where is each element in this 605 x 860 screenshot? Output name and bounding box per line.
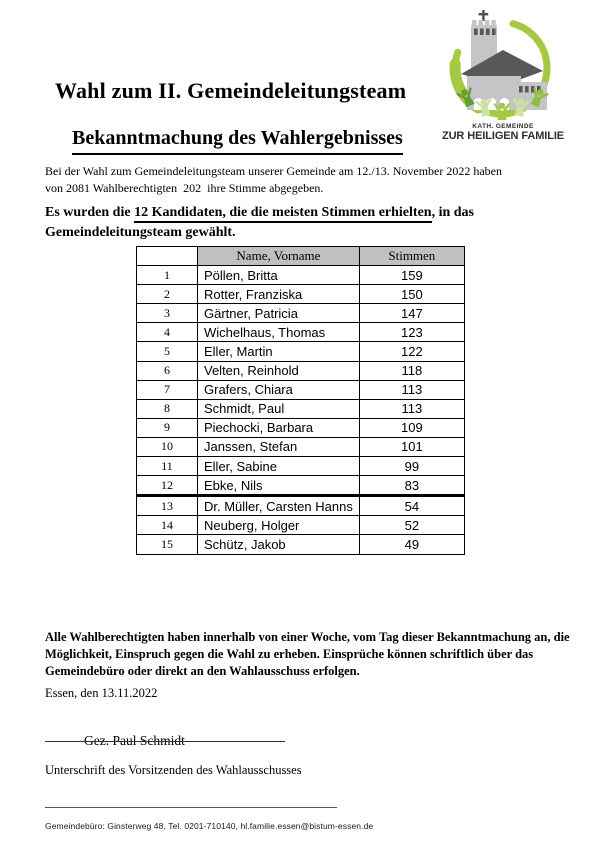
- header-rank: [137, 247, 198, 266]
- footer-divider: [45, 807, 337, 808]
- table-row: [137, 266, 465, 285]
- cell-rank: 2: [137, 285, 198, 304]
- cell-votes: 113: [359, 380, 464, 399]
- cell-votes: 147: [359, 304, 464, 323]
- intro-line1: Bei der Wahl zum Gemeindeleitungsteam unserer Gemeinde am 12./13. November 2022 haben: [45, 164, 503, 178]
- cell-name: Wichelhaus, Thomas: [198, 323, 360, 342]
- results-table: [136, 246, 465, 555]
- cell-name: Velten, Reinhold: [198, 361, 360, 380]
- cell-name: Janssen, Stefan: [198, 437, 360, 456]
- cell-name: Ebke, Nils: [198, 476, 360, 496]
- table-row: [137, 516, 465, 535]
- parish-logo: [438, 8, 568, 142]
- cell-votes: 122: [359, 342, 464, 361]
- cell-votes: 101: [359, 437, 464, 456]
- table-row: [137, 496, 465, 516]
- cell-votes: 83: [359, 476, 464, 496]
- cell-rank: 14: [137, 516, 198, 535]
- cell-rank: 12: [137, 476, 198, 496]
- logo-org-small: KATH. GEMEINDE: [472, 123, 534, 130]
- objection-line2: Möglichkeit, Einspruch gegen die Wahl zu erheben. Einsprüche können schriftlich über das: [45, 646, 534, 661]
- cell-votes: 54: [359, 496, 464, 516]
- results-table-body: [137, 266, 465, 554]
- signature-name: Gez. Paul Schmidt: [84, 732, 185, 748]
- cell-rank: 9: [137, 418, 198, 437]
- table-row: [137, 437, 465, 456]
- header-name: Name, Vorname: [198, 247, 360, 266]
- header-votes: Stimmen: [359, 247, 464, 266]
- cell-name: Dr. Müller, Carsten Hanns: [198, 496, 360, 516]
- table-row: [137, 342, 465, 361]
- place-date: Essen, den 13.11.2022: [45, 685, 158, 700]
- cell-name: Eller, Martin: [198, 342, 360, 361]
- cell-votes: 150: [359, 285, 464, 304]
- cell-rank: 4: [137, 323, 198, 342]
- cell-name: Rotter, Franziska: [198, 285, 360, 304]
- intro-paragraph: [45, 163, 502, 197]
- objection-paragraph: [45, 629, 570, 680]
- table-row: [137, 323, 465, 342]
- cell-rank: 3: [137, 304, 198, 323]
- cell-rank: 7: [137, 380, 198, 399]
- cell-name: Eller, Sabine: [198, 457, 360, 476]
- cell-votes: 49: [359, 535, 464, 554]
- objection-line1: Alle Wahlberechtigten haben innerhalb von einer Woche, vom Tag dieser Bekanntmachung an, die: [45, 629, 570, 644]
- cell-rank: 13: [137, 496, 198, 516]
- cell-name: Gärtner, Patricia: [198, 304, 360, 323]
- table-row: [137, 457, 465, 476]
- cell-votes: 52: [359, 516, 464, 535]
- footer-contact: Gemeindebüro: Ginsterweg 48, Tel. 0201-710140, hl.familie.essen@bistum-essen.de: [45, 820, 374, 831]
- table-row: [137, 285, 465, 304]
- announcement: [45, 203, 474, 243]
- cell-rank: 6: [137, 361, 198, 380]
- intro-line2: von 2081 Wahlberechtigten 202 ihre Stimme abgegeben.: [45, 181, 324, 195]
- announcement-suffix: , in das: [431, 205, 474, 220]
- cell-name: Grafers, Chiara: [198, 380, 360, 399]
- cell-name: Neuberg, Holger: [198, 516, 360, 535]
- cell-name: Piechocki, Barbara: [198, 418, 360, 437]
- cell-rank: 11: [137, 457, 198, 476]
- church-icon: [461, 10, 547, 110]
- page-title: Wahl zum II. Gemeindeleitungsteam: [55, 77, 407, 103]
- table-row: [137, 361, 465, 380]
- table-row: [137, 418, 465, 437]
- cell-rank: 5: [137, 342, 198, 361]
- announcement-prefix: Es wurden die: [45, 205, 135, 220]
- cell-votes: 113: [359, 399, 464, 418]
- logo-org-large: ZUR HEILIGEN FAMILIE: [441, 130, 565, 142]
- cell-votes: 109: [359, 418, 464, 437]
- cell-rank: 8: [137, 399, 198, 418]
- announcement-underlined: 12 Kandidaten, die die meisten Stimmen erhielten: [134, 205, 432, 223]
- signature-line: [45, 741, 285, 742]
- cell-rank: 1: [137, 266, 198, 285]
- objection-line3: Gemeindebüro oder direkt an den Wahlausschuss erfolgen.: [45, 663, 360, 678]
- cell-votes: 118: [359, 361, 464, 380]
- page-subtitle: Bekanntmachung des Wahlergebnisses: [72, 127, 403, 155]
- cell-votes: 123: [359, 323, 464, 342]
- church-logo-icon: [443, 8, 563, 122]
- signature-caption: Unterschrift des Vorsitzenden des Wahlausschusses: [45, 762, 302, 777]
- cell-rank: 15: [137, 535, 198, 554]
- cell-votes: 159: [359, 266, 464, 285]
- cell-name: Schütz, Jakob: [198, 535, 360, 554]
- table-header-row: [137, 247, 465, 266]
- cell-rank: 10: [137, 437, 198, 456]
- table-row: [137, 380, 465, 399]
- cell-name: Schmidt, Paul: [198, 399, 360, 418]
- announcement-line2: Gemeindeleitungsteam gewählt.: [45, 225, 236, 240]
- cell-name: Pöllen, Britta: [198, 266, 360, 285]
- table-row: [137, 476, 465, 496]
- cell-votes: 99: [359, 457, 464, 476]
- table-row: [137, 535, 465, 554]
- table-row: [137, 399, 465, 418]
- table-row: [137, 304, 465, 323]
